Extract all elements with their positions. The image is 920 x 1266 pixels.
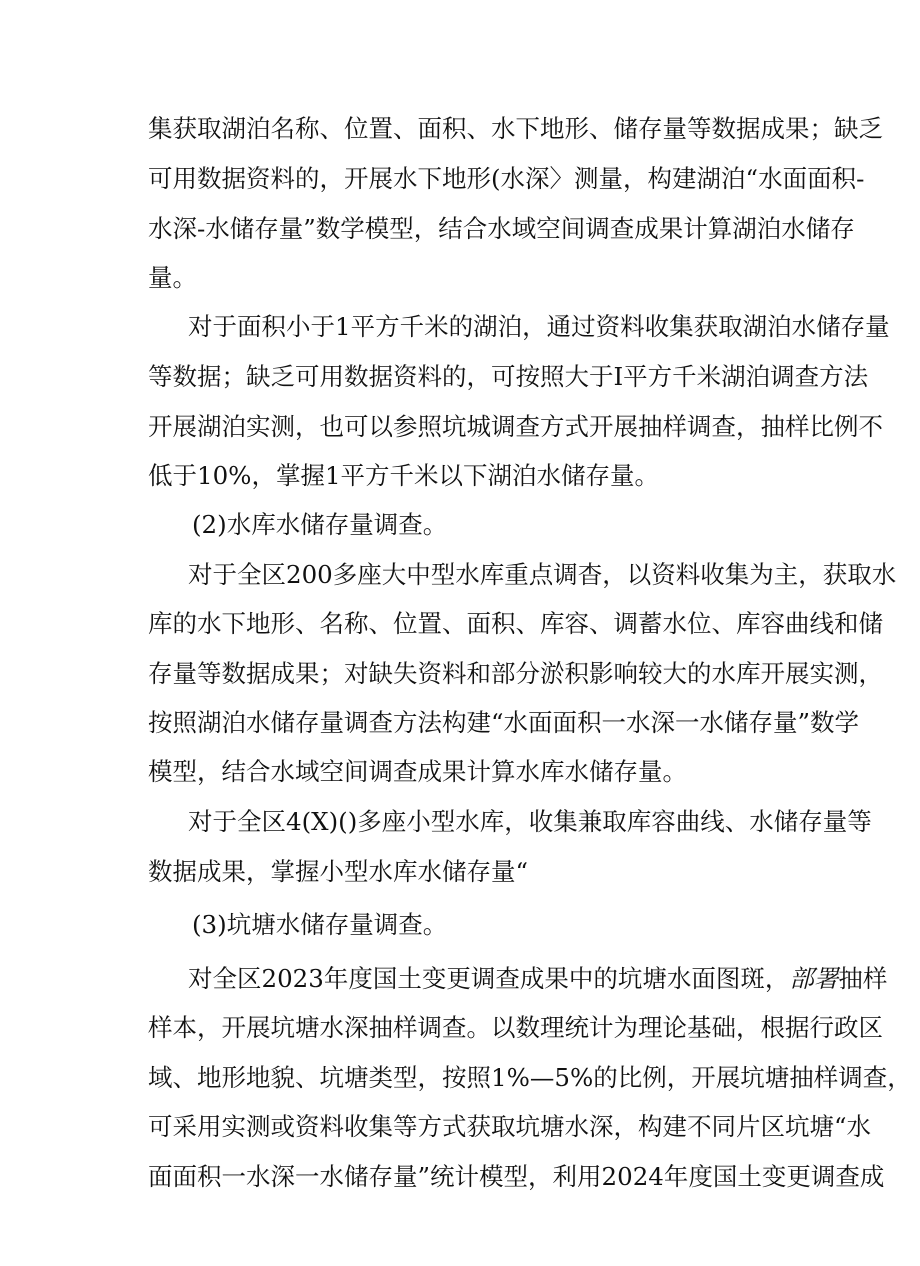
text-line: 模型，结合水域空间调查成果计算水库水储存量。 (148, 757, 687, 786)
text-line: 低于10%，掌握1平方千米以下湖泊水储存量。 (148, 461, 660, 490)
text-line: 等数据；缺乏可用数据资料的，可按照大于I平方千米湖泊调查方法 (148, 362, 869, 391)
text-line: 库的水下地形、名称、位置、面积、库容、调蓄水位、库容曲线和储 (148, 609, 883, 638)
text-line: 对于面积小于1平方千米的湖泊，通过资料收集获取湖泊水储存量 (188, 312, 890, 341)
text-line: 样本，开展坑塘水深抽样调查。以数理统计为理论基础，根据行政区 (148, 1013, 883, 1042)
text-line: 集获取湖泊名称、位置、面积、水下地形、储存量等数据成果；缺乏 (148, 114, 883, 143)
text-line: 量。 (148, 263, 197, 292)
text-line: 水深-水储存量”数学模型，结合水域空间调查成果计算湖泊水储存 (148, 214, 855, 243)
italic-text-run: 部署 (789, 964, 839, 993)
text-line: 对于全区4(X)()多座小型水库，收集兼取库容曲线、水储存量等 (188, 807, 872, 836)
text-line (188, 962, 888, 996)
text-line: 按照湖泊水储存量调查方法构建“水面面积一水深一水储存量”数学 (148, 708, 860, 737)
text-line: 对于全区200多座大中型水库重点调杳，以资料收集为主，获取水 (188, 560, 897, 589)
text-line: 数据成果，掌握小型水库水储存量“ (148, 857, 529, 886)
text-line: 可用数据资料的，开展水下地形(水深〉测量，构建湖泊“水面面积- (148, 164, 865, 193)
text-line: 可采用实测或资料收集等方式获取坑塘水深，构建不同片区坑塘“水 (148, 1112, 872, 1141)
text-line: 面面积一水深一水储存量”统计模型，利用2024年度国土变更调查成 (148, 1162, 885, 1191)
text-line: 域、地形地貌、坑塘类型，按照1%—5%的比例，开展坑塘抽样调查， (148, 1063, 912, 1092)
text-run: 抽样 (838, 964, 888, 993)
text-run: 对全区2023年度国土变更调查成果中的坑塘水面图斑， (188, 964, 790, 993)
text-line: 开展湖泊实测，也可以参照坑城调查方式开展抽样调查，抽样比例不 (148, 412, 883, 441)
section-heading: (3)坑塘水储存量调查。 (192, 910, 448, 939)
section-heading: (2)水库水储存量调查。 (192, 510, 448, 539)
text-line: 存量等数据成果；对缺失资料和部分淤积影响较大的水库开展实测， (148, 659, 883, 688)
